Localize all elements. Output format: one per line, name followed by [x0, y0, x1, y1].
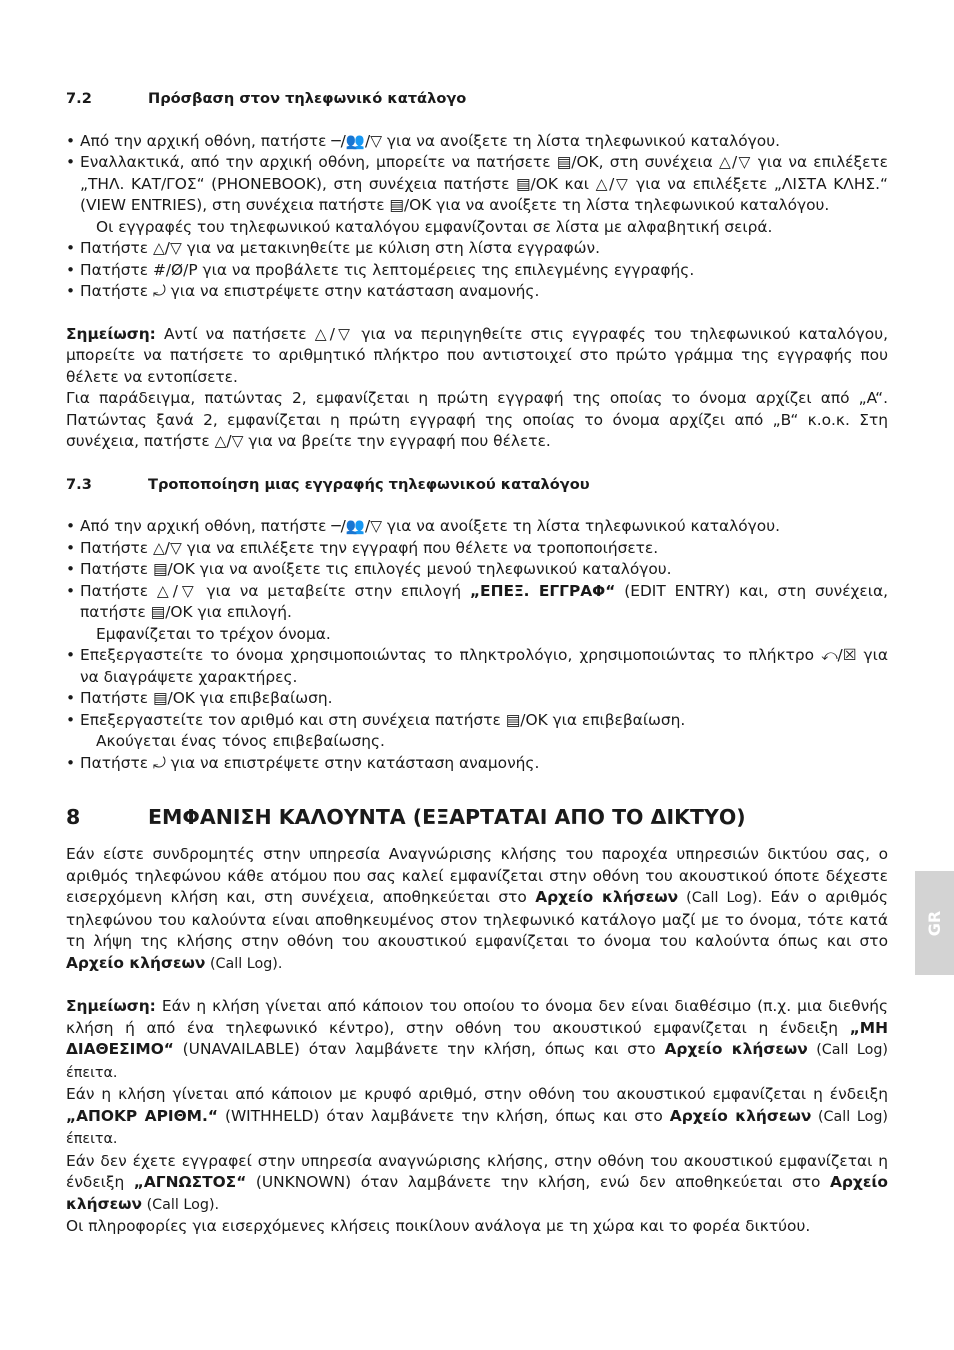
manual-page	[66, 88, 888, 1238]
list-item: • Πατήστε ▤/OK για επιβεβαίωση.	[66, 688, 888, 710]
instruction-list	[66, 645, 888, 731]
display-indicator: „ΑΓΝΩΣΤΟΣ“	[133, 1173, 247, 1191]
note-label: Σημείωση:	[66, 997, 156, 1015]
para-text: Εάν η κλήση γίνεται από κάποιον με κρυφό αριθμό, στην οθόνη του ακουστικού εμφανίζεται η ένδειξη	[66, 1085, 888, 1103]
list-item: • Πατήστε △/▽ για να μετακινηθείτε με κύλιση στη λίστα εγγραφών.	[66, 238, 888, 260]
instruction-list	[66, 753, 888, 775]
para-text: (Call Log) έπειτα.	[66, 1108, 888, 1147]
section-number: 7.3	[66, 475, 92, 493]
note-paragraph	[66, 996, 888, 1084]
note-label: Σημείωση:	[66, 324, 156, 343]
section-8-heading	[66, 804, 888, 830]
call-log-term: Αρχείο κλήσεων	[669, 1106, 812, 1125]
call-log-term: Αρχείο κλήσεων	[664, 1040, 808, 1058]
list-item: • Εναλλακτικά, από την αρχική οθόνη, μπορείτε να πατήσετε ▤/OK, στη συνέχεια △/▽ για να επιλέξετε „ΤΗΛ. ΚΑΤ/ΓΟΣ“ (PHONEBOOK), στη συνέχεια πατήστε ▤/OK και △/▽ για να επιλέξετε „ΛΙΣΤΑ ΚΛΗΣ.“ (VIEW ENTRIES), στη συνέχεια πατήστε ▤/OK για να ανοίξετε τη λίστα τηλεφωνικού καταλόγου.	[66, 152, 888, 217]
info-line: Οι εγγραφές του τηλεφωνικού καταλόγου εμφανίζονται σε λίστα με αλφαβητική σειρά.	[96, 217, 773, 236]
para-text: (UNAVAILABLE) όταν λαμβάνετε την κλήση, όπως και στο	[173, 1040, 665, 1058]
list-item: • Πατήστε ▤/OK για να ανοίξετε τις επιλογές μενού τηλεφωνικού καταλόγου.	[66, 559, 888, 581]
display-indicator: „ΑΠΟΚΡ ΑΡΙΘΜ.“	[66, 1106, 218, 1125]
section-title: ΕΜΦΑΝΙΣΗ ΚΑΛΟΥΝΤΑ (ΕΞΑΡΤΑΤΑΙ ΑΠΟ ΤΟ ΔΙΚΤΥΟ)	[148, 805, 746, 829]
para-text: Εάν δεν έχετε εγγραφεί στην υπηρεσία αναγνώρισης κλήσης, στην οθόνη του ακουστικού εμφανίζεται η ένδειξη	[66, 1151, 888, 1191]
info-line: Εμφανίζεται το τρέχον όνομα.	[96, 624, 331, 643]
section-7-2-heading	[66, 88, 888, 110]
section-number: 7.2	[66, 90, 92, 107]
section-title: Πρόσβαση στον τηλεφωνικό κατάλογο	[148, 90, 467, 107]
para-text: (UNKNOWN) όταν λαμβάνετε την κλήση, ενώ δεν αποθηκεύεται στο	[246, 1173, 830, 1191]
example-paragraph: Για παράδειγμα, πατώντας 2, εμφανίζεται η πρώτη εγγραφή της οποίας το όνομα αρχίζει από „A“. Πατώντας ξανά 2, εμφανίζεται η πρώτη εγγραφή της οποίας το όνομα αρχίζει από „B“ κ.ο.κ. Στη συνέχεια, πατήστε △/▽ για να βρείτε την εγγραφή που θέλετε.	[66, 389, 888, 450]
display-indicator: „ΜΗ ΔΙΑΘΕΣΙΜΟ“	[66, 1018, 888, 1058]
intro-paragraph	[66, 844, 888, 975]
item-text: Πατήστε △/▽ για να μεταβείτε στην επιλογή	[80, 581, 470, 600]
list-item: • Πατήστε ⤾ για να επιστρέψετε στην κατάσταση αναμονής.	[66, 281, 888, 303]
section-title: Τροποποίηση μιας εγγραφής τηλεφωνικού καταλόγου	[148, 475, 590, 493]
para-text: Εάν ο αριθμός τηλεφώνου του καλούντα είναι αποθηκευμένος στον τηλεφωνικό κατάλογο μαζί με το όνομα, τότε κατά τη λήψη της κλήσης στην οθόνη του ακουστικού εμφανίζεται το όνομα του καλούντα όπως και στο	[66, 888, 888, 950]
para-text: (Call Log).	[142, 1196, 220, 1213]
instruction-list	[66, 238, 888, 303]
call-log-term: Αρχείο κλήσεων	[535, 888, 679, 906]
list-item: • Πατήστε ⤾ για να επιστρέψετε στην κατάσταση αναμονής.	[66, 753, 888, 775]
note-paragraph	[66, 324, 888, 389]
language-tab	[915, 871, 954, 975]
list-item: • Πατήστε △/▽ για να επιλέξετε την εγγραφή που θέλετε να τροποποιήσετε.	[66, 538, 888, 560]
para-text: (Call Log) έπειτα.	[66, 1042, 888, 1081]
para-text: Εάν η κλήση γίνεται από κάποιον του οποίου το όνομα δεν είναι διαθέσιμο (π.χ. μια διεθνής κλήση ή από ένα τηλεφωνικό κέντρο), στην οθόνη του ακουστικού εμφανίζεται η ένδειξη	[66, 997, 888, 1037]
list-item: • Επεξεργαστείτε τον αριθμό και στη συνέχεια πατήστε ▤/OK για επιβεβαίωση.	[66, 710, 888, 732]
note-paragraph	[66, 1084, 888, 1151]
instruction-list	[66, 516, 888, 624]
section-number: 8	[66, 805, 81, 829]
call-log-term: Αρχείο κλήσεων	[66, 1173, 888, 1213]
note-paragraph	[66, 1151, 888, 1217]
list-item: • Από την αρχική οθόνη, πατήστε ─/👥/▽ για να ανοίξετε τη λίστα τηλεφωνικού καταλόγου.	[66, 516, 888, 538]
para-text: (WITHHELD) όταν λαμβάνετε την κλήση, όπως και στο	[217, 1106, 670, 1125]
list-item: • Επεξεργαστείτε το όνομα χρησιμοποιώντας το πληκτρολόγιο, χρησιμοποιώντας το πλήκτρο ⤺/☒ για να διαγράψετε χαρακτήρες.	[66, 645, 888, 688]
closing-paragraph: Οι πληροφορίες για εισερχόμενες κλήσεις ποικίλουν ανάλογα με τη χώρα και το φορέα δικτύου.	[66, 1217, 811, 1235]
instruction-list	[66, 131, 888, 217]
para-text: Εάν είστε συνδρομητές στην υπηρεσία Αναγνώρισης κλήσης του παροχέα υπηρεσιών δικτύου σας, ο αριθμός τηλεφώνου κάθε ατόμου που σας καλεί εμφανίζεται στην οθόνη του ακουστικού όποτε δέχεστε εισερχόμενη κλήση και, στη συνέχεια, αποθηκεύεται στο	[66, 845, 888, 906]
list-item: • Πατήστε #/Ø/P για να προβάλετε τις λεπτομέρειες της επιλεγμένης εγγραφής.	[66, 260, 888, 282]
list-item: • Από την αρχική οθόνη, πατήστε ─/👥/▽ για να ανοίξετε τη λίστα τηλεφωνικού καταλόγου.	[66, 131, 888, 153]
para-text: (Call Log).	[205, 955, 283, 972]
section-7-3-heading	[66, 474, 888, 496]
menu-option-label: „ΕΠΕΞ. ΕΓΓΡΑΦ“	[469, 581, 616, 600]
call-log-term: Αρχείο κλήσεων	[66, 953, 206, 972]
para-text: (Call Log).	[678, 890, 763, 906]
language-tab-label: GR	[924, 910, 944, 936]
info-line: Ακούγεται ένας τόνος επιβεβαίωσης.	[96, 732, 385, 750]
list-item	[66, 581, 888, 624]
note-text: Αντί να πατήσετε △/▽ για να περιηγηθείτε στις εγγραφές του τηλεφωνικού καταλόγου, μπορείτε να πατήσετε το αριθμητικό πλήκτρο που αντιστοιχεί στο πρώτο γράμμα της εγγραφής που θέλετε να εντοπίσετε.	[66, 324, 888, 386]
item-text: (EDIT ENTRY) και, στη συνέχεια, πατήστε ▤/OK για επιλογή.	[80, 581, 888, 621]
